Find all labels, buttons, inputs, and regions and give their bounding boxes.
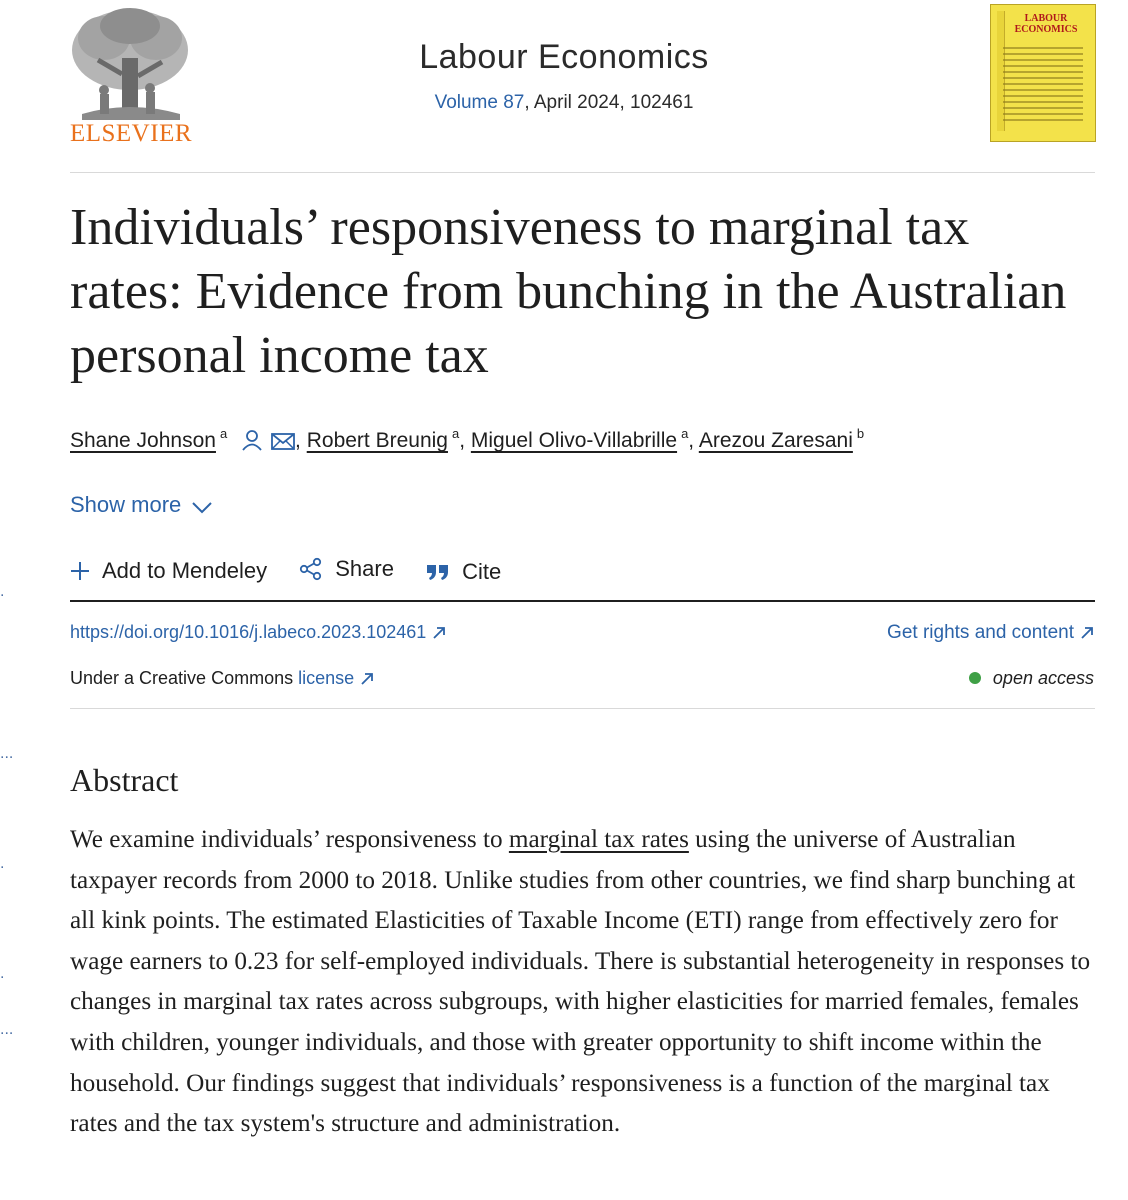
article-actions [70, 556, 527, 587]
article-title: Individuals’ responsiveness to marginal tax rates: Evidence from bunching in the Australian personal income tax [70, 199, 1067, 384]
external-link-icon [360, 672, 374, 686]
abstract-text-rest: using the universe of Australian taxpayer records from 2000 to 2018. Unlike studies from other countries, we find sharp bunching at all kink points. The estimated Elasticities of Taxable Income (ETI) range from effectively zero for wage earners to 0.23 for self-employed individuals. There is substantial heterogeneity in responses to changes in marginal tax rates across subgroups, with higher elasticities for married females, females with children, younger individuals, and those with greater opportunity to shift income within the household. Our findings suggest that individuals’ responsiveness is a function of the marginal tax rates and the tax system's structure and administration. [70, 826, 1091, 1138]
cite-button[interactable] [426, 559, 501, 585]
get-rights-link[interactable] [887, 622, 1094, 644]
edge-dots: ... [0, 745, 14, 762]
cover-title [1011, 13, 1081, 35]
show-more-button[interactable] [70, 492, 213, 518]
author-affiliation: a [451, 426, 460, 441]
cover-contents [1003, 47, 1083, 125]
add-to-mendeley-label: Add to Mendeley [102, 558, 268, 583]
show-more-label: Show more [70, 492, 182, 517]
meta-divider [70, 708, 1095, 709]
email-icon[interactable] [271, 431, 295, 457]
add-to-mendeley-button[interactable] [70, 558, 267, 584]
author-list: Shane Johnson $^a$ , Robert Breunig $^a$, Miguel Olivo-Villabrille $^a$, Arezou Zaresani $^b$ [70, 426, 864, 457]
abstract-text [70, 820, 1100, 1145]
chevron-down-icon [191, 501, 213, 515]
quote-icon [426, 563, 450, 581]
plus-icon [70, 561, 90, 581]
journal-cover[interactable] [990, 4, 1096, 142]
doi-text: https://doi.org/10.1016/j.labeco.2023.102461 [70, 622, 427, 642]
edge-dots: . [0, 855, 5, 872]
elsevier-logo[interactable] [64, 4, 198, 150]
author-affiliation: a [219, 426, 228, 441]
person-icon[interactable] [241, 429, 263, 457]
external-link-icon [432, 626, 446, 640]
issue-details: , April 2024, 102461 [524, 92, 694, 113]
author-name[interactable]: Arezou Zaresani [698, 429, 853, 452]
share-button[interactable] [299, 556, 394, 582]
volume-link[interactable]: Volume 87 [434, 92, 525, 113]
share-icon [299, 557, 323, 581]
abstract-text-start: We examine individuals’ responsiveness to [70, 826, 509, 853]
journal-issue-info [0, 92, 1128, 114]
abstract-heading: Abstract [70, 762, 179, 798]
actions-divider [70, 600, 1095, 602]
cover-title-line: ECONOMICS [1014, 24, 1078, 35]
cite-label: Cite [462, 559, 502, 584]
publisher-name: ELSEVIER [69, 120, 193, 147]
external-link-icon [1080, 626, 1094, 640]
license-prefix: Under a Creative Commons [70, 668, 299, 688]
license-statement [70, 668, 374, 689]
share-label: Share [335, 556, 394, 581]
doi-link[interactable] [70, 622, 446, 643]
author-affiliation: b [856, 426, 865, 441]
author-name[interactable]: Robert Breunig [306, 429, 448, 452]
edge-dots: . [0, 583, 5, 600]
author-name[interactable]: Miguel Olivo-Villabrille [470, 429, 678, 452]
journal-title[interactable]: Labour Economics [419, 38, 709, 76]
header-divider [70, 172, 1095, 173]
author-name[interactable]: Shane Johnson [70, 429, 216, 452]
license-link-text: license [298, 668, 355, 688]
open-access-badge [969, 668, 1094, 689]
cover-title-line: LABOUR [1024, 13, 1068, 24]
marginal-tax-rates-link[interactable]: marginal tax rates [508, 826, 689, 853]
open-access-label: open access [992, 668, 1094, 688]
edge-dots: . [0, 965, 5, 982]
edge-dots: ... [0, 1021, 14, 1038]
author-affiliation: a [681, 426, 689, 441]
open-access-dot-icon [969, 672, 981, 684]
license-link[interactable] [298, 668, 374, 688]
get-rights-text: Get rights and content [887, 622, 1074, 643]
